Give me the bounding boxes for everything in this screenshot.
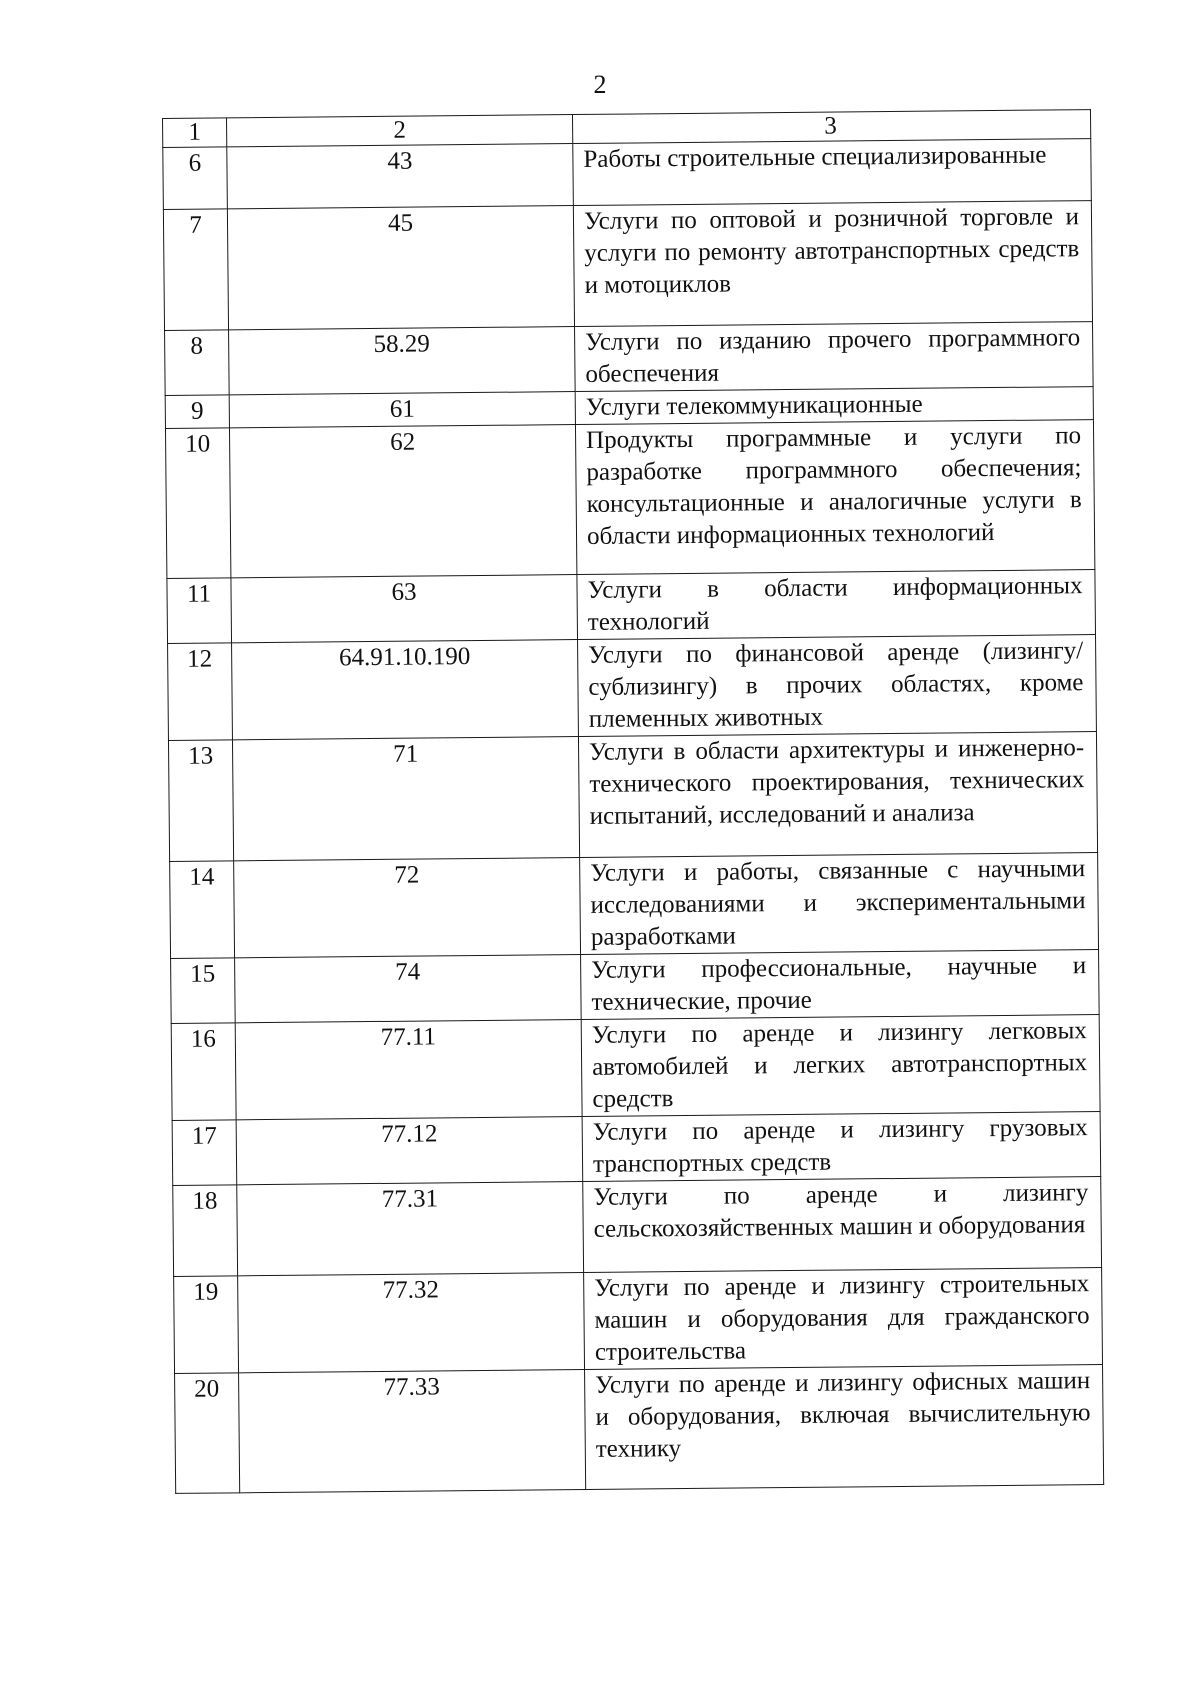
row-name: Услуги в области информационных технологий (577, 570, 1096, 640)
table-row (168, 635, 1097, 741)
table-row (174, 1268, 1103, 1374)
services-table (162, 109, 1104, 1494)
row-number: 11 (167, 578, 232, 644)
row-number: 18 (173, 1185, 238, 1277)
table-row (165, 420, 1094, 579)
row-number: 6 (163, 147, 228, 210)
row-number: 12 (168, 643, 233, 741)
row-code: 77.12 (236, 1117, 583, 1185)
row-name: Услуги телекоммуникационные (575, 387, 1093, 425)
row-name: Услуги по аренде и лизингу грузовых транспортных средств (582, 1112, 1101, 1182)
row-name: Услуги по аренде и лизингу строительных машин и оборудования для гражданского строительства (584, 1268, 1103, 1370)
row-name: Услуги по изданию прочего программного обеспечения (575, 322, 1094, 392)
row-code: 62 (229, 425, 576, 578)
row-name: Услуги по финансовой аренде (лизингу/сублизингу) в прочих областях, кроме племенных животных (578, 635, 1097, 737)
table-row (170, 853, 1099, 959)
row-name: Услуги профессиональные, научные и технические, прочие (581, 950, 1100, 1020)
row-number: 8 (165, 330, 230, 396)
row-number: 13 (168, 740, 233, 862)
row-code: 43 (227, 144, 574, 209)
row-code: 77.33 (239, 1370, 586, 1493)
table-row (163, 201, 1092, 331)
row-name: Услуги по аренде и лизингу офисных машин и оборудования, включая вычислительную технику (585, 1365, 1104, 1490)
table-row (171, 950, 1100, 1024)
table-row (165, 322, 1094, 396)
row-name: Услуги по аренде и лизингу сельскохозяйственных машин и оборудования (583, 1177, 1102, 1273)
row-code: 77.32 (238, 1273, 585, 1373)
table-row (163, 139, 1092, 210)
row-code: 45 (227, 206, 574, 330)
row-code: 58.29 (229, 327, 576, 395)
row-code: 74 (235, 955, 582, 1023)
row-code: 77.11 (235, 1020, 582, 1120)
row-name: Услуги в области архитектуры и инженерно-технического проектирования, технических испытаний, исследований и анализа (578, 732, 1097, 858)
row-code: 61 (229, 392, 575, 428)
row-number: 7 (163, 209, 228, 331)
row-name: Работы строительные специализированные (573, 139, 1092, 206)
row-name: Услуги по аренде и лизингу легковых автомобилей и легких автотранспортных средств (581, 1015, 1100, 1117)
row-code: 71 (232, 737, 579, 861)
table-row (173, 1177, 1102, 1277)
row-number: 20 (175, 1373, 240, 1494)
table-row (175, 1365, 1104, 1494)
row-number: 9 (165, 395, 229, 429)
row-number: 17 (172, 1120, 237, 1186)
header-cell-name: 3 (572, 110, 1090, 144)
table-row (172, 1112, 1101, 1186)
row-code: 63 (231, 575, 578, 643)
row-name: Продукты программные и услуги по разработке программного обеспечения; консультационные и аналогичные услуги в области информационных технологий (575, 420, 1094, 575)
table-row (168, 732, 1097, 862)
header-cell-code: 2 (227, 115, 573, 147)
row-code: 72 (234, 858, 581, 958)
row-number: 14 (170, 861, 235, 959)
page-number: 2 (593, 70, 607, 99)
row-number: 10 (165, 428, 230, 579)
row-number: 19 (174, 1276, 239, 1374)
table-row (171, 1015, 1100, 1121)
row-number: 16 (171, 1023, 236, 1121)
row-name: Услуги и работы, связанные с научными исследованиями и экспериментальными разработками (580, 853, 1099, 955)
header-cell-num: 1 (163, 118, 227, 148)
row-code: 64.91.10.190 (232, 640, 579, 740)
row-name: Услуги по оптовой и розничной торговле и услуги по ремонту автотранспортных средств и мотоциклов (573, 201, 1092, 327)
row-code: 77.31 (237, 1182, 584, 1276)
row-number: 15 (171, 958, 236, 1024)
table-row (167, 570, 1096, 644)
